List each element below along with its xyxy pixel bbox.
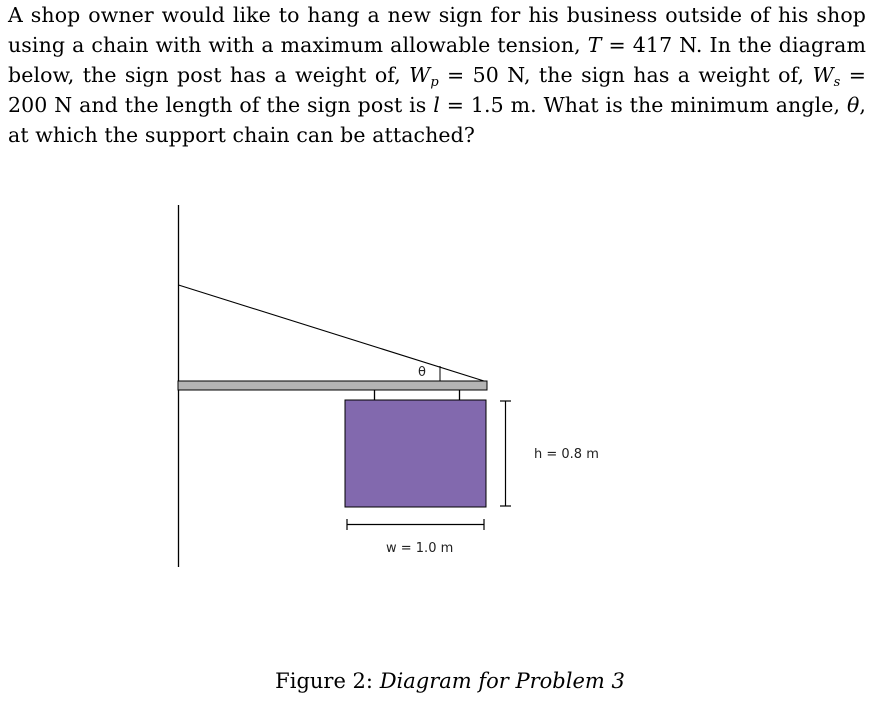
length-symbol: l <box>433 93 440 117</box>
sign-weight-subscript: s <box>833 75 841 90</box>
post-weight-symbol: W <box>409 63 431 87</box>
sign-post <box>178 381 487 390</box>
problem-text-question: , at which the support chain can be attached? <box>8 93 867 147</box>
support-chain-line <box>179 285 485 381</box>
caption-prefix: Figure 2: <box>275 669 373 693</box>
sign-weight-symbol: W <box>812 63 834 87</box>
sign-board <box>345 400 486 507</box>
figure-caption <box>0 669 886 693</box>
problem-text-intro: A shop owner would like to hang a new sign for his business outside of his shop using a chain with with a maximum allowable tension, <box>8 3 866 57</box>
length-value-text: = 1.5 m. What is the minimum angle, <box>439 93 841 117</box>
caption-title: Diagram for Problem 3 <box>379 669 625 693</box>
sign-weight-value-text: = 200 N and the length of the sign post is <box>8 63 866 117</box>
width-label: w = 1.0 m <box>386 541 454 556</box>
post-weight-subscript: p <box>430 75 439 90</box>
angle-label: θ <box>418 365 426 380</box>
tension-value-text: = 417 N. In the diagram below, the sign post has a weight of, <box>8 33 866 87</box>
angle-symbol: θ <box>846 93 860 117</box>
height-label: h = 0.8 m <box>534 447 599 462</box>
tension-symbol: T <box>587 33 602 57</box>
post-weight-value-text: = 50 N, the sign has a weight of, <box>438 63 805 87</box>
